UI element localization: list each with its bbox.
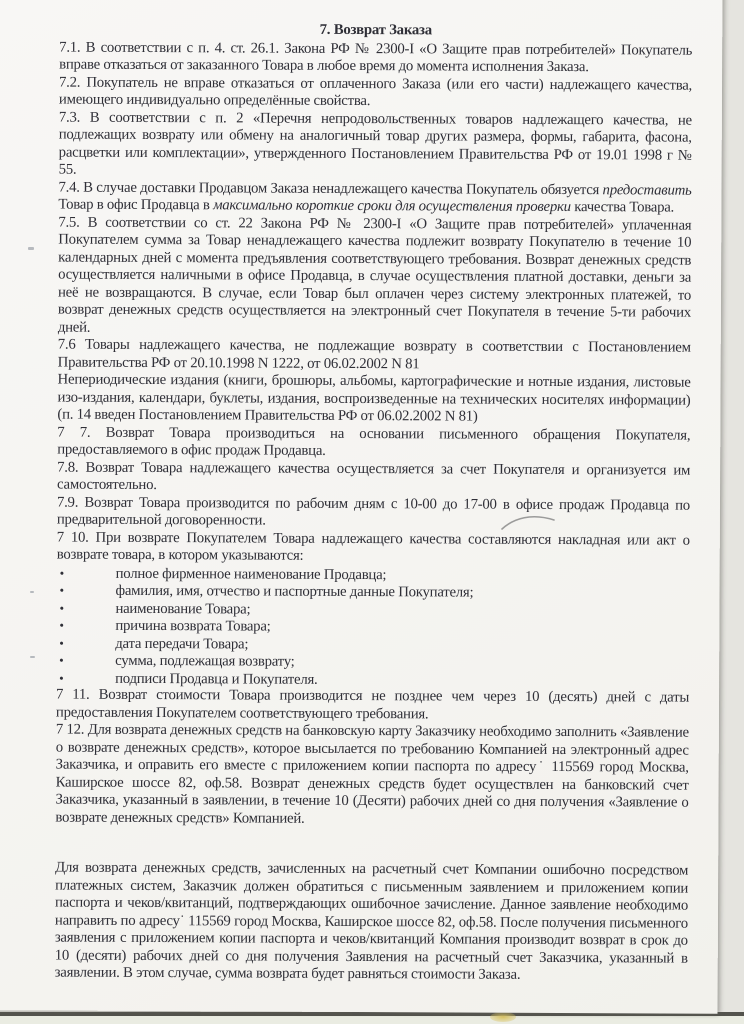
list-item bbox=[56, 652, 689, 673]
bullet-icon: • bbox=[59, 670, 64, 686]
clause-7-1: 7.1. В соответствии с п. 4. ст. 26.1. Закона РФ № 2300-I «О Защите прав потребителей» Покупатель вправе отказаться от заказанного Товара в любое время до момента исполнения Заказа. bbox=[59, 39, 693, 76]
clause-7-3: 7.3. В соответствии с п. 2 «Перечня непродовольственных товаров надлежащего качества, не подлежащих возврату или обмену на аналогичный товар других размера, формы, габарита, фасона, расцветки или комплектации», утвержденного Постановлением Правительства РФ от 19.01 1998 г № 55. bbox=[58, 109, 692, 178]
scan-speck bbox=[30, 656, 35, 658]
clause-7-4-italic-1: предоставить bbox=[602, 181, 692, 199]
list-item bbox=[57, 582, 690, 603]
list-item-label: причина возврата Товара; bbox=[115, 617, 271, 635]
list-item-label: фамилия, имя, отчество и паспортные данные Покупателя; bbox=[115, 582, 474, 601]
bullet-icon: • bbox=[59, 635, 64, 651]
bullet-icon: • bbox=[59, 652, 64, 668]
scan-speck bbox=[30, 591, 34, 593]
clause-7-4-lead: 7.4. В случае доставки Продавцом Заказа ненадлежащего качества Покупатель обязуется bbox=[58, 179, 603, 198]
yellow-stain-artifact bbox=[490, 1012, 516, 1022]
clause-7-2: 7.2. Покупатель не вправе отказаться от оплаченного Заказа (или его части) надлежащего качества, имеющего индивидуально определённые свойства. bbox=[58, 74, 693, 110]
list-item-label: наименование Товара; bbox=[115, 600, 251, 617]
bullet-icon: • bbox=[59, 617, 64, 633]
clause-7-4 bbox=[58, 179, 691, 217]
list-item bbox=[56, 617, 689, 638]
document-title: 7. Возврат Заказа bbox=[319, 21, 432, 39]
return-act-details-list bbox=[56, 564, 690, 690]
scanner-bottom-strip bbox=[0, 1016, 744, 1024]
erroneous-payment-refund-note: Для возврата денежных средств, зачисленных на расчетный счет Компании ошибочно посредством платежных систем, Заказчик должен обратиться с письменным заявлением и приложением копии паспорта и чеков/квитанций, подтверждающих ошибочное зачисление. Данное заявление необходимо направить по адресу˙ 115569 город Москва, Каширское шоссе 82, оф.58. После получения письменного заявления с приложением копии паспорта и чеков/квитанций Компания производит возврат в срок до 10 (десяти) рабочих дней со дня получения Заявления на расчетный счет Заказчика, указанный в заявлении. В этом случае, сумма возврата будет равняться стоимости Заказа. bbox=[54, 859, 689, 983]
scan-speck bbox=[28, 247, 34, 250]
list-item bbox=[56, 599, 689, 620]
clause-7-9: 7.9. Возврат Товара производится по рабочим дням с 10-00 до 17-00 в офисе продаж Продавца по предварительной договоренности. bbox=[56, 494, 691, 529]
list-item-label: подписи Продавца и Покупателя. bbox=[115, 670, 318, 688]
clause-7-4-mid: Товар в офис Продавца в bbox=[58, 196, 214, 214]
clause-7-7: 7 7. Возврат Товара производиться на основании письменного обращения Покупателя, предоставляемого в офис продаж Продавца. bbox=[57, 424, 691, 459]
clause-7-4-italic-2: максимально короткие сроки для осуществления проверки bbox=[213, 197, 571, 216]
clause-7-6-note: Непериодические издания (книги, брошюры, альбомы, картографические и нотные издания, листовые изо-издания, календари, буклеты, издания, воспроизведенные на технических носителях информации) (п. 14 введен Постановлением Правительства РФ от 06.02.2002 N 81) bbox=[57, 371, 691, 425]
clause-7-5: 7.5. В соответствии со ст. 22 Закона РФ № 2300-I «О Защите прав потребителей» уплаченная Покупателем сумма за Товар ненадлежащего качества подлежит возврату Покупателю в течение 10 календарных дней с момента предъявления соответствующего требования. Возврат денежных средств осуществляется наличными в офисе Продавца, в случае осуществления платной доставки, деньги за неё не возвращаются. В случае, если Товар был оплачен через систему электронных платежей, то возврат денежных средств осуществляется на электронный счет Покупателя в течение 5-ти рабочих дней. bbox=[57, 214, 692, 336]
bullet-icon: • bbox=[59, 565, 64, 581]
clause-7-6: 7.6 Товары надлежащего качества, не подлежащие возврату в соответствии с Постановлением Правительства РФ от 20.10.1998 N 1222, от 06.02.2002 N 81 bbox=[57, 336, 691, 372]
clause-7-12: 7 12. Для возврата денежных средств на банковскую карту Заказчику необходимо заполнить «Заявление о возврате денежных средств», которое высылается по требованию Компанией на электронный адрес Заказчика, и оправить его вместе с приложением копии паспорта по адресу˙ 115569 город Москва, Каширское шоссе 82, оф.58. Возврат денежных средств будет осуществлен на банковский счет Заказчика, указанный в заявлении, в течение 10 (Десяти) рабочих дней со дня получения «Заявление о возврате денежных средств» Компанией. bbox=[55, 721, 689, 827]
clause-7-11: 7 11. Возврат стоимости Товара производится не позднее чем через 10 (десять) дней с даты предоставления Покупателем соответствующего требования. bbox=[55, 686, 690, 722]
bullet-icon: • bbox=[59, 600, 64, 616]
list-item-label: сумма, подлежащая возврату; bbox=[115, 652, 295, 670]
bullet-icon: • bbox=[59, 582, 64, 598]
document-body bbox=[55, 21, 693, 986]
list-item-label: полное фирменное наименование Продавца; bbox=[115, 565, 387, 583]
clause-7-4-tail: качества Товара. bbox=[570, 199, 675, 216]
list-item bbox=[57, 564, 690, 585]
list-item-label: дата передачи Товара; bbox=[115, 635, 249, 652]
clause-7-10: 7 10. При возврате Покупателем Товара надлежащего качества составляются накладная или акт о возврате товара, в котором указываются: bbox=[56, 529, 690, 564]
clause-7-8: 7.8. Возврат Товара надлежащего качества осуществляется за счет Покупателя и организуется им самостоятельно. bbox=[57, 459, 691, 494]
list-item bbox=[56, 634, 689, 655]
